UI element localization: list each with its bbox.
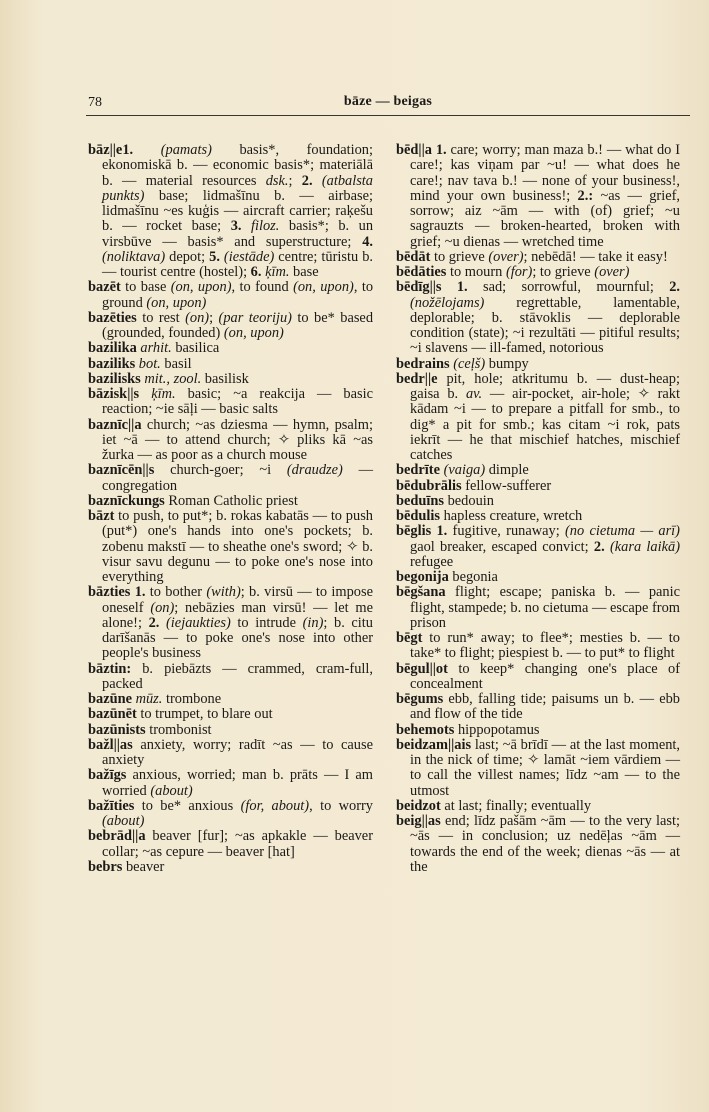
entry-text: basilica: [171, 340, 220, 357]
dictionary-entry: [396, 463, 680, 478]
entry-text: b. piebāzts — crammed, cram-full, packed: [102, 660, 373, 692]
dictionary-entry: [88, 768, 373, 799]
dictionary-entry: [396, 738, 680, 799]
entry-text: to intrude: [230, 614, 303, 631]
sense-number: 1.: [456, 279, 468, 296]
entry-headword: beduīns: [396, 492, 444, 509]
sense-number: 5.: [209, 248, 224, 265]
entry-headword: bebrād||a: [88, 828, 146, 845]
entry-headword: baznīcēn||s: [88, 462, 155, 479]
dictionary-entry: [88, 829, 373, 860]
entry-label: (kara laikā): [609, 538, 680, 555]
entry-text: ; nebāzies man virsū! — let me alone!;: [102, 599, 374, 631]
entry-label: (nožēlojams): [410, 294, 485, 311]
entry-headword: bēdāt: [396, 248, 431, 265]
entry-headword: bazilisks: [88, 370, 141, 387]
entry-headword: bažīties: [88, 797, 135, 814]
dictionary-entry: [88, 860, 373, 875]
left-column: [88, 143, 373, 875]
dictionary-entry: [396, 494, 680, 509]
entry-headword: beig||as: [396, 813, 441, 829]
page-header: [86, 93, 690, 116]
entry-text: to trumpet, to blare out: [136, 706, 273, 723]
entry-label: ķīm.: [151, 386, 176, 402]
dictionary-entry: [88, 692, 373, 707]
entry-text: basis*; b. un virsbūve — basis* and superstructure;: [102, 218, 374, 250]
entry-text: to rest: [136, 309, 186, 326]
entry-text: ~as — grief, sorrow; aiz ~ām — with (of) grief; ~u sagrauzts — broken-hearted, broken with grief; ~u dienas — wretched time: [410, 187, 680, 250]
entry-label: ķīm.: [265, 264, 290, 280]
entry-text: , to found: [231, 279, 294, 296]
entry-label: (iestāde): [223, 248, 275, 265]
entry-headword: bāzt: [88, 508, 115, 524]
entry-text: centre; tūristu b. — tourist centre (hostel);: [102, 248, 374, 280]
entry-headword: bazēt: [88, 279, 121, 296]
entry-text: , to ground: [102, 279, 374, 311]
entry-text: trombone: [162, 691, 222, 707]
entry-text: — air-pocket, air-hole; ✧ rakt kādam ~i — to prepare a pitfall for smb., to dig* a pit for smb.; kas citam ~i rok, pats iekrīt — he that mischief hatches, mischief catches: [410, 386, 681, 463]
entry-label: (on): [150, 599, 175, 616]
dictionary-entry: [88, 509, 373, 585]
running-head: bāze — beigas: [343, 94, 433, 109]
entry-text: to mourn: [446, 264, 506, 280]
entry-headword: bazūnists: [88, 721, 146, 738]
entry-text: to base: [120, 279, 171, 296]
entry-label: (ceļš): [453, 355, 486, 372]
dictionary-entry: [396, 265, 680, 280]
entry-text: ; nebēdā! — take it easy!: [523, 248, 668, 265]
entry-text: ; b. virsū — to impose oneself: [102, 584, 373, 616]
dictionary-entry: [88, 662, 373, 693]
entry-label: (on): [185, 309, 210, 326]
entry-text: Roman Catholic priest: [164, 492, 298, 509]
entry-label: (with): [206, 584, 241, 601]
entry-label: (about): [102, 813, 145, 829]
entry-headword: bēdīg||s: [396, 279, 442, 296]
dictionary-entry: [396, 509, 680, 524]
sense-number: 1.: [122, 142, 161, 158]
entry-label: (on, upon): [146, 294, 207, 311]
entry-text: end; līdz pašām ~ām — to the very last; ~ās — in conclusion; uz nedēļas ~ām — towards the end of the week; dienas ~ās — at the: [410, 813, 680, 875]
entry-label: filoz.: [250, 218, 280, 235]
dictionary-entry: [396, 524, 680, 570]
entry-text: basis*, foundation; ekonomiskā b. — economic basis*; materiālā b. — material resources: [102, 142, 373, 189]
dictionary-entry: [396, 799, 680, 814]
entry-label: (over): [488, 248, 524, 265]
entry-text: dimple: [485, 462, 529, 479]
entry-text: ; b. citu darīšanās — to poke one's nose into other people's business: [102, 614, 373, 662]
entry-headword: baziliks: [88, 355, 136, 372]
entry-headword: bēgums: [396, 691, 444, 707]
sense-number: 4.: [362, 233, 373, 250]
entry-headword: bēdubrālis: [396, 477, 462, 494]
dictionary-entry: [396, 662, 680, 693]
entry-headword: bēdulis: [396, 508, 440, 524]
entry-text: base; lidmašīnu b. — airbase; lidmašīnu ~es kuģis — aircraft carrier; raķešu b. — rocket base;: [102, 187, 373, 235]
dictionary-entry: [396, 250, 680, 265]
right-column: [396, 143, 680, 875]
entry-label: (for, about): [240, 797, 310, 814]
entry-text: bumpy: [485, 355, 529, 372]
entry-headword: beidzot: [396, 797, 441, 814]
entry-label: dsk.: [265, 172, 289, 189]
entry-headword: bazilika: [88, 340, 137, 357]
dictionary-entry: [88, 387, 373, 418]
entry-headword: bazēties: [88, 309, 137, 326]
dictionary-entry: [88, 372, 373, 387]
dictionary-entry: [88, 799, 373, 830]
entry-text: gaol breaker, escaped convict;: [410, 538, 594, 555]
entry-text: at last; finally; eventually: [440, 797, 592, 814]
entry-headword: bazūnēt: [88, 706, 137, 723]
entry-text: , to worry: [309, 797, 373, 814]
dictionary-entry: [396, 814, 680, 875]
sense-number: 1.: [436, 523, 448, 540]
entry-label: (about): [150, 782, 193, 799]
entry-text: flight; escape; paniska b. — panic flight, stampede; b. no cietuma — escape from prison: [410, 584, 680, 631]
entry-text: ; to grieve: [532, 264, 595, 280]
dictionary-entry: [396, 570, 680, 585]
sense-number: 2.: [669, 279, 680, 296]
entry-headword: bedrains: [396, 355, 450, 372]
entry-headword: bedr||e: [396, 370, 438, 387]
dictionary-entry: [88, 585, 373, 661]
entry-text: depot;: [165, 248, 210, 265]
sense-number: 2.:: [577, 187, 594, 204]
entry-text: to be* based (grounded, founded): [102, 309, 374, 341]
sense-number: 2.: [301, 172, 322, 189]
entry-headword: baznīckungs: [88, 492, 165, 509]
entry-text: fellow-sufferer: [461, 477, 552, 494]
entry-headword: beidzam||ais: [396, 736, 472, 753]
entry-label: (noliktava): [102, 248, 166, 265]
entry-label: mūz.: [135, 691, 163, 707]
entry-headword: bēgul||ot: [396, 660, 448, 677]
entry-text: regrettable, lamentable, deplorable; b. stāvoklis — deplorable condition (state); ~i rezultāti — pitiful results; ~i slavens — ill-famed, notorious: [410, 294, 680, 357]
entry-text: [139, 386, 151, 402]
dictionary-entry: [396, 357, 680, 372]
dictionary-entry: [396, 280, 680, 356]
entry-text: ebb, falling tide; paisums un b. — ebb and flow of the tide: [410, 691, 680, 723]
entry-text: basil: [160, 355, 192, 372]
dictionary-entry: [88, 463, 373, 494]
page-number: 78: [88, 95, 102, 110]
entry-headword: bedrīte: [396, 462, 440, 479]
entry-text: base: [289, 264, 319, 280]
dictionary-entry: [88, 280, 373, 311]
entry-headword: bāztin:: [88, 660, 132, 677]
entry-text: bedouin: [444, 492, 494, 509]
entry-label: (iejaukties): [166, 614, 231, 631]
entry-text: beaver [fur]; ~as apkakle — beaver collar; ~as cepure — beaver [hat]: [102, 828, 373, 860]
entry-text: ;: [288, 172, 302, 189]
entry-text: anxious, worried; man b. prāts — I am worried: [102, 767, 373, 799]
entry-text: — congregation: [102, 462, 373, 494]
entry-label: arhit.: [140, 340, 172, 357]
dictionary-entry: [88, 143, 373, 280]
entry-text: fugitive, runaway;: [447, 523, 566, 540]
entry-headword: begonija: [396, 569, 449, 585]
sense-number: 1.: [435, 142, 447, 158]
sense-number: 1.: [134, 584, 146, 601]
entry-text: sad; sorrowful, mournful;: [467, 279, 670, 296]
dictionary-entry: [88, 738, 373, 769]
entry-text: basic; ~a reakcija — basic reaction; ~ie sāļi — basic salts: [102, 386, 373, 418]
entry-headword: bēdāties: [396, 264, 447, 280]
entry-text: beaver: [122, 858, 165, 875]
entry-text: to run* away; to flee*; mesties b. — to take* to flight; piespiest b. — to put* to flight: [410, 630, 680, 662]
dictionary-entry: [88, 418, 373, 464]
entry-label: bot.: [138, 355, 161, 372]
entry-headword: bēd||a: [396, 142, 432, 158]
entry-headword: bebrs: [88, 858, 123, 875]
entry-text: to be* anxious: [134, 797, 241, 814]
dictionary-entry: [88, 707, 373, 722]
dictionary-entry: [396, 372, 680, 464]
entry-text: basilisk: [201, 370, 249, 387]
entry-text: church; ~as dziesma — hymn, psalm; iet ~ā — to attend church; ✧ pliks kā ~as žurka — as poor as a church mouse: [102, 416, 373, 463]
entry-headword: behemots: [396, 721, 455, 738]
sense-number: 2.: [148, 614, 167, 631]
entry-headword: bāzisk||s: [88, 386, 140, 402]
dictionary-entry: [88, 723, 373, 738]
sense-number: 2.: [593, 538, 610, 555]
entry-label: (over): [594, 264, 630, 280]
entry-text: church-goer; ~i: [154, 462, 287, 479]
entry-headword: baznīc||a: [88, 416, 142, 433]
dictionary-entry: [396, 479, 680, 494]
dictionary-entry: [396, 143, 680, 250]
entry-headword: bāz||e: [88, 142, 123, 158]
entry-text: begonia: [448, 569, 498, 585]
entry-text: anxiety, worry; radīt ~as — to cause anxiety: [102, 736, 373, 768]
entry-text: hapless creature, wretch: [440, 508, 583, 524]
dictionary-entry: [396, 631, 680, 662]
entry-headword: bāzties: [88, 584, 131, 601]
entry-headword: bažīgs: [88, 767, 127, 784]
entry-text: to keep* changing one's place of concealment: [410, 660, 680, 692]
entry-headword: bēglis: [396, 523, 432, 540]
entry-label: mit., zool.: [144, 370, 202, 387]
entry-headword: bazūne: [88, 691, 132, 707]
entry-text: pit, hole; atkritumu b. — dust-heap; gaisa b.: [410, 370, 680, 402]
entry-label: (par teoriju): [218, 309, 292, 326]
entry-label: (on, upon): [293, 279, 354, 296]
dictionary-entry: [396, 723, 680, 738]
entry-headword: bažl||as: [88, 736, 133, 753]
entry-label: (for): [505, 264, 533, 280]
entry-text: trombonist: [145, 721, 212, 738]
entry-label: (draudze): [286, 462, 343, 479]
entry-text: to bother: [145, 584, 207, 601]
entry-headword: bēgt: [396, 630, 423, 646]
sense-number: 6.: [250, 264, 266, 280]
entry-label: (atbalsta punkts): [102, 172, 373, 204]
dictionary-entry: [88, 311, 373, 342]
sense-number: 3.: [230, 218, 251, 235]
entry-label: av.: [465, 386, 483, 402]
dictionary-entry: [396, 692, 680, 723]
entry-text: [442, 279, 457, 295]
entry-label: (vaiga): [443, 462, 486, 479]
entry-text: to push, to put*; b. rokas kabatās — to push (put*) one's hands into one's pockets; b. zobenu makstī — to sheathe one's sword; ✧ b. visur savu degunu — to poke one's nose into everything: [102, 508, 373, 585]
entry-label: (on, upon): [223, 325, 284, 341]
entry-text: to grieve: [430, 248, 489, 265]
entry-label: (pamats): [160, 142, 212, 158]
dictionary-entry: [396, 585, 680, 631]
entry-label: (on, upon): [170, 279, 232, 296]
entry-label: (in): [302, 614, 324, 631]
dictionary-entry: [88, 494, 373, 509]
entry-text: refugee: [410, 553, 454, 570]
entry-text: hippopotamus: [454, 721, 540, 738]
entry-headword: bēgšana: [396, 584, 446, 601]
dictionary-entry: [88, 341, 373, 356]
dictionary-entry: [88, 357, 373, 372]
entry-text: care; worry; man maza b.! — what do I care!; kas viņam par ~u! — what does he care!; nav tava b.! — none of your business!, mind your own business!;: [410, 142, 680, 204]
entry-label: (no cietuma — arī): [565, 523, 680, 540]
entry-text: ;: [209, 309, 219, 326]
entry-text: last; ~ā brīdī — at the last moment, in the nick of time; ✧ lamāt ~iem vārdiem — to call the villest names; līdz ~am — to the utmost: [410, 736, 680, 799]
